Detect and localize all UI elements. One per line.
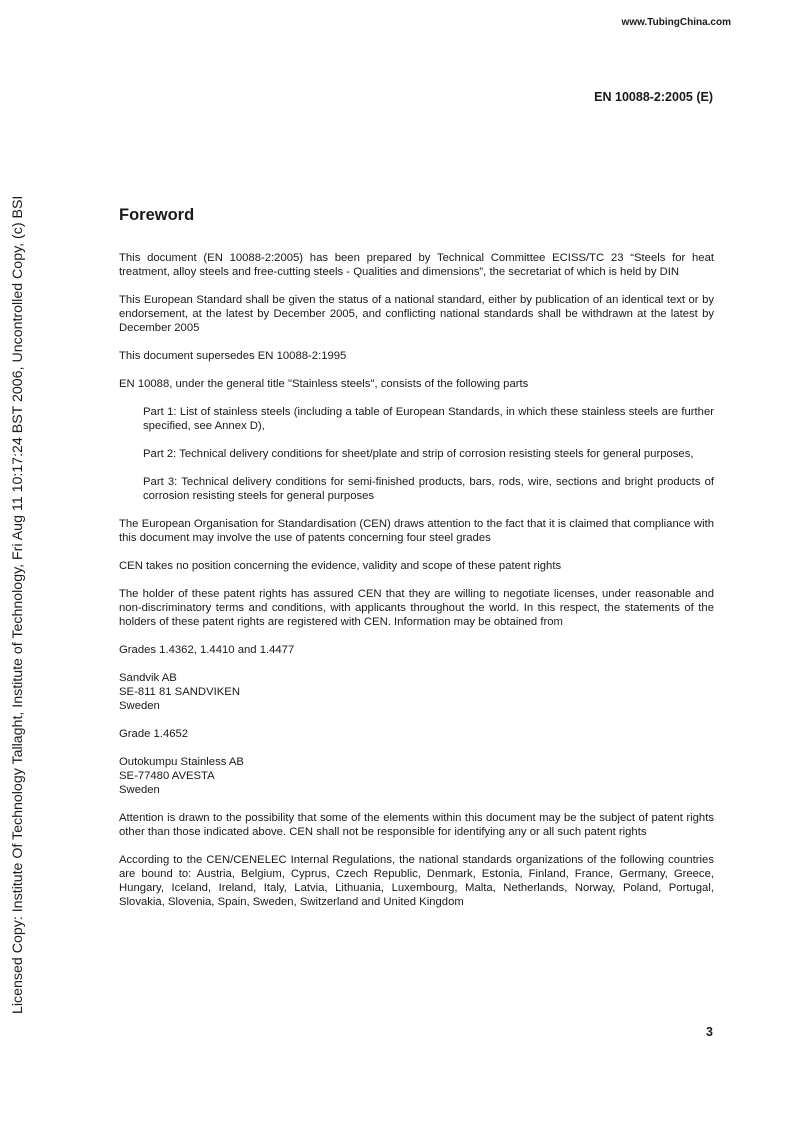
part-item: Part 2: Technical delivery conditions for sheet/plate and strip of corrosion resisting steels for general purposes, bbox=[143, 448, 694, 460]
website-url: www.TubingChina.com bbox=[621, 17, 731, 28]
license-watermark: Licensed Copy: Institute Of Technology Tallaght, Institute of Technology, Fri Aug 11 10:17:24 BST 2006, Uncontrolled Copy, (c) BSI bbox=[10, 195, 26, 1014]
part-item: Part 1: List of stainless steels (including a table of European Standards, in which these stainless steels are further specified, see Annex D), bbox=[143, 406, 714, 432]
address-block bbox=[119, 671, 714, 713]
address-line: SE-77480 AVESTA bbox=[119, 770, 215, 782]
paragraph: This European Standard shall be given the status of a national standard, either by publication of an identical text or by endorsement, at the latest by December 2005, and conflicting national standards shall be withdrawn at the latest by December 2005 bbox=[119, 294, 714, 334]
address-line: Outokumpu Stainless AB bbox=[119, 756, 244, 768]
paragraph: Attention is drawn to the possibility that some of the elements within this document may be the subject of patent rights other than those indicated above. CEN shall not be responsible for identifying any or all such patent rights bbox=[119, 812, 714, 838]
paragraph: CEN takes no position concerning the evidence, validity and scope of these patent rights bbox=[119, 560, 562, 572]
address-line: Sandvik AB bbox=[119, 672, 177, 684]
address-line: SE-811 81 SANDVIKEN bbox=[119, 686, 240, 698]
foreword-section bbox=[119, 205, 714, 923]
document-id: EN 10088-2:2005 (E) bbox=[594, 90, 713, 104]
paragraph: The holder of these patent rights has assured CEN that they are willing to negotiate licenses, under reasonable and non-discriminatory terms and conditions, with applicants throughout the world. In this respect, the statements of the holders of these patent rights are registered with CEN. Information may be obtained from bbox=[119, 588, 714, 628]
grades-label: Grades 1.4362, 1.4410 and 1.4477 bbox=[119, 644, 295, 656]
address-line: Sweden bbox=[119, 784, 160, 796]
paragraph: According to the CEN/CENELEC Internal Regulations, the national standards organizations of the following countries are bound to: Austria, Belgium, Cyprus, Czech Republic, Denmark, Estonia, Finland, France, Germany, Greece, Hungary, Iceland, Ireland, Italy, Latvia, Lithuania, Luxembourg, Malta, Netherlands, Norway, Poland, Portugal, Slovakia, Slovenia, Spain, Sweden, Switzerland and United Kingdom bbox=[119, 854, 714, 908]
paragraph: EN 10088, under the general title "Stainless steels", consists of the following parts bbox=[119, 378, 529, 390]
section-title: Foreword bbox=[119, 206, 195, 224]
address-block bbox=[119, 755, 714, 797]
part-item: Part 3: Technical delivery conditions for semi-finished products, bars, rods, wire, sections and bright products of corrosion resisting steels for general purposes bbox=[143, 476, 714, 502]
grades-label: Grade 1.4652 bbox=[119, 728, 189, 740]
address-line: Sweden bbox=[119, 700, 160, 712]
paragraph: This document supersedes EN 10088-2:1995 bbox=[119, 350, 347, 362]
paragraph: This document (EN 10088-2:2005) has been prepared by Technical Committee ECISS/TC 23 “Steels for heat treatment, alloy steels and free-cutting steels - Qualities and dimensions”, the secretariat of which is held by DIN bbox=[119, 252, 714, 278]
page-number: 3 bbox=[706, 1025, 713, 1039]
paragraph: The European Organisation for Standardisation (CEN) draws attention to the fact that it is claimed that compliance with this document may involve the use of patents concerning four steel grades bbox=[119, 518, 714, 544]
